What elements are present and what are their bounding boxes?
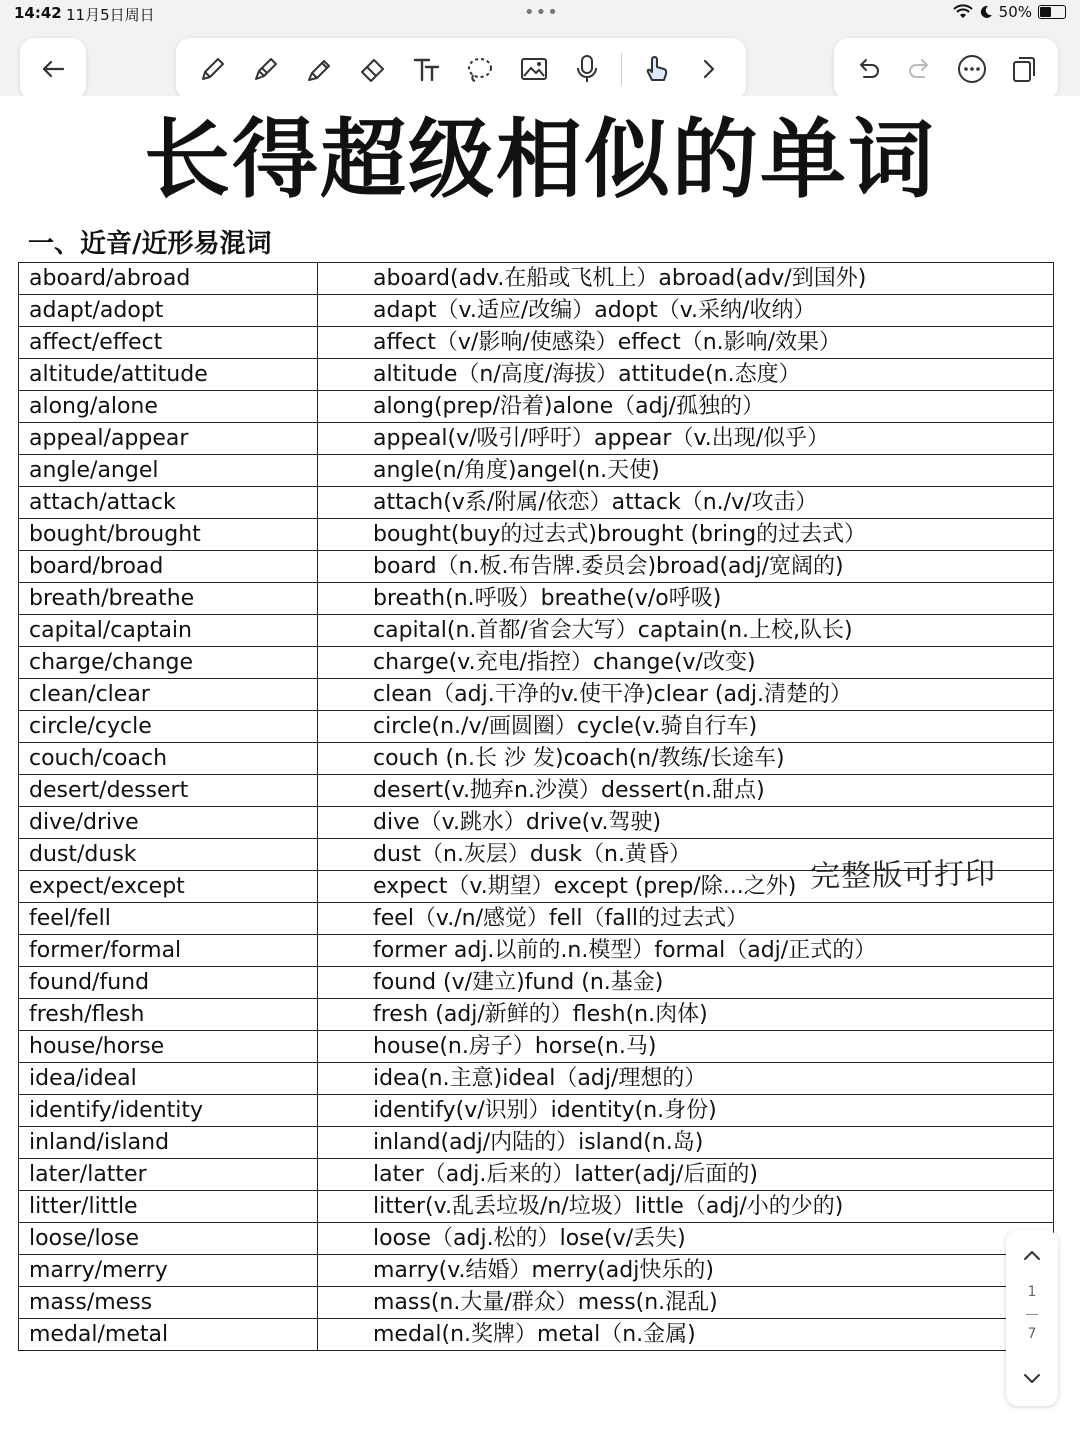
word-pair-cell: appeal/appear (19, 423, 318, 455)
image-tool[interactable] (514, 49, 554, 89)
definition-cell: altitude（n/高度/海拔）attitude(n.态度） (318, 359, 1054, 391)
word-pair-cell: dive/drive (19, 807, 318, 839)
definition-cell: charge(v.充电/指控）change(v/改变) (318, 647, 1054, 679)
table-row (19, 903, 1054, 935)
chevron-right-icon (693, 53, 725, 85)
definition-cell: desert(v.抛弃n.沙漠）dessert(n.甜点) (318, 775, 1054, 807)
definition-cell: clean（adj.干净的v.使干净)clear (adj.清楚的） (318, 679, 1054, 711)
word-pair-cell: bought/brought (19, 519, 318, 551)
table-row (19, 1127, 1054, 1159)
table-row (19, 391, 1054, 423)
eraser-icon (357, 53, 389, 85)
definition-cell: house(n.房子）horse(n.马) (318, 1031, 1054, 1063)
word-pair-cell: later/latter (19, 1159, 318, 1191)
definition-cell: fresh (adj/新鲜的）flesh(n.肉体) (318, 999, 1054, 1031)
word-pair-cell: desert/dessert (19, 775, 318, 807)
table-row (19, 1095, 1054, 1127)
eraser-tool[interactable] (353, 49, 393, 89)
table-row (19, 615, 1054, 647)
redo-button[interactable] (900, 49, 940, 89)
battery-icon (1038, 5, 1066, 19)
multitasking-dots-icon[interactable]: ••• (524, 2, 559, 23)
tool-palette (176, 38, 746, 100)
table-row (19, 327, 1054, 359)
table-row (19, 1255, 1054, 1287)
definition-cell: circle(n./v/画圆圈）cycle(v.骑自行车) (318, 711, 1054, 743)
word-pair-cell: former/formal (19, 935, 318, 967)
definition-cell: board（n.板.布告牌.委员会)broad(adj/宽阔的) (318, 551, 1054, 583)
word-pair-cell: circle/cycle (19, 711, 318, 743)
definition-cell: feel（v./n/感觉）fell（fall的过去式） (318, 903, 1054, 935)
redo-icon (904, 53, 936, 85)
moon-icon (979, 5, 993, 19)
definition-cell: medal(n.奖牌）metal（n.金属) (318, 1319, 1054, 1351)
word-pair-cell: mass/mess (19, 1287, 318, 1319)
microphone-icon (571, 53, 603, 85)
word-pair-cell: altitude/attitude (19, 359, 318, 391)
table-row (19, 999, 1054, 1031)
fountain-pen-tool[interactable] (246, 49, 286, 89)
toolbar-separator (621, 53, 622, 85)
table-row (19, 743, 1054, 775)
more-tools-button[interactable] (689, 49, 729, 89)
arrow-left-icon (38, 54, 68, 84)
definition-cell: idea(n.主意)ideal（adj/理想的） (318, 1063, 1054, 1095)
table-row (19, 647, 1054, 679)
definition-cell: affect（v/影响/使感染）effect（n.影响/效果） (318, 327, 1054, 359)
word-pair-cell: adapt/adopt (19, 295, 318, 327)
word-pair-cell: attach/attack (19, 487, 318, 519)
table-row (19, 1287, 1054, 1319)
definition-cell: dive（v.跳水）drive(v.驾驶) (318, 807, 1054, 839)
word-pair-cell: along/alone (19, 391, 318, 423)
table-row (19, 263, 1054, 295)
table-row (19, 295, 1054, 327)
word-pair-cell: breath/breathe (19, 583, 318, 615)
more-button[interactable] (952, 49, 992, 89)
word-pair-cell: dust/dusk (19, 839, 318, 871)
chevron-up-icon[interactable] (1020, 1244, 1044, 1268)
word-pair-cell: medal/metal (19, 1319, 318, 1351)
table-row (19, 1031, 1054, 1063)
definition-cell: inland(adj/内陆的）island(n.岛) (318, 1127, 1054, 1159)
word-pair-cell: couch/coach (19, 743, 318, 775)
word-table (18, 262, 1054, 1351)
highlighter-tool[interactable] (300, 49, 340, 89)
battery-percent: 50% (998, 3, 1032, 21)
table-row (19, 1159, 1054, 1191)
word-pair-cell: clean/clear (19, 679, 318, 711)
table-row (19, 551, 1054, 583)
section-heading: 一、近音/近形易混词 (28, 229, 272, 259)
table-row (19, 967, 1054, 999)
lasso-tool[interactable] (460, 49, 500, 89)
text-tool[interactable] (407, 49, 447, 89)
word-pair-cell: charge/change (19, 647, 318, 679)
table-row (19, 1191, 1054, 1223)
word-pair-cell: house/horse (19, 1031, 318, 1063)
word-pair-cell: inland/island (19, 1127, 318, 1159)
definition-cell: mass(n.大量/群众）mess(n.混乱) (318, 1287, 1054, 1319)
pen-icon (197, 53, 229, 85)
microphone-tool[interactable] (567, 49, 607, 89)
chevron-down-icon[interactable] (1020, 1366, 1044, 1390)
text-tool-icon (411, 53, 443, 85)
word-pair-cell: litter/little (19, 1191, 318, 1223)
pager-divider (1026, 1314, 1038, 1315)
definition-cell: breath(n.呼吸）breathe(v/o呼吸) (318, 583, 1054, 615)
wifi-icon (953, 4, 973, 20)
undo-icon (852, 53, 884, 85)
undo-button[interactable] (848, 49, 888, 89)
highlighter-icon (304, 53, 336, 85)
definition-cell: dust（n.灰层）dusk（n.黄昏） (318, 839, 1054, 871)
word-pair-cell: aboard/abroad (19, 263, 318, 295)
definition-cell: couch (n.长 沙 发)coach(n/教练/长途车) (318, 743, 1054, 775)
back-button[interactable] (20, 38, 86, 100)
word-pair-cell: expect/except (19, 871, 318, 903)
pages-icon (1008, 53, 1040, 85)
definition-cell: expect（v.期望）except (prep/除...之外) (318, 871, 1054, 903)
table-row (19, 423, 1054, 455)
word-pair-cell: angle/angel (19, 455, 318, 487)
table-row (19, 519, 1054, 551)
table-row (19, 1063, 1054, 1095)
table-row (19, 935, 1054, 967)
lasso-icon (464, 53, 496, 85)
definition-cell: bought(buy的过去式)brought (bring的过去式） (318, 519, 1054, 551)
definition-cell: found (v/建立)fund (n.基金) (318, 967, 1054, 999)
word-pair-cell: idea/ideal (19, 1063, 318, 1095)
definition-cell: attach(v系/附属/依恋）attack（n./v/攻击） (318, 487, 1054, 519)
definition-cell: loose（adj.松的）lose(v/丢失) (318, 1223, 1054, 1255)
status-time: 14:42 (14, 4, 62, 22)
definition-cell: along(prep/沿着)alone（adj/孤独的） (318, 391, 1054, 423)
touch-tool[interactable] (636, 49, 676, 89)
definition-cell: angle(n/角度)angel(n.天使) (318, 455, 1054, 487)
table-row (19, 359, 1054, 391)
table-row (19, 679, 1054, 711)
word-pair-cell: found/fund (19, 967, 318, 999)
fountain-pen-icon (250, 53, 282, 85)
table-row (19, 1223, 1054, 1255)
word-pair-cell: capital/captain (19, 615, 318, 647)
definition-cell: aboard(adv.在船或飞机上）abroad(adv/到国外) (318, 263, 1054, 295)
word-pair-cell: marry/merry (19, 1255, 318, 1287)
definition-cell: former adj.以前的.n.模型）formal（adj/正式的） (318, 935, 1054, 967)
word-pair-cell: board/broad (19, 551, 318, 583)
definition-cell: appeal(v/吸引/呼吁）appear（v.出现/似乎） (318, 423, 1054, 455)
word-pair-cell: feel/fell (19, 903, 318, 935)
pen-tool[interactable] (193, 49, 233, 89)
table-row (19, 775, 1054, 807)
definition-cell: capital(n.首都/省会大写）captain(n.上校,队长) (318, 615, 1054, 647)
image-icon (518, 53, 550, 85)
table-row (19, 487, 1054, 519)
status-bar (0, 0, 1080, 28)
more-icon (956, 53, 988, 85)
word-pair-cell: affect/effect (19, 327, 318, 359)
table-row (19, 711, 1054, 743)
table-row (19, 807, 1054, 839)
page-title: 长得超级相似的单词 (144, 110, 936, 210)
pages-button[interactable] (1004, 49, 1044, 89)
definition-cell: identify(v/识别）identity(n.身份) (318, 1095, 1054, 1127)
total-page-count: 7 (1027, 1326, 1037, 1342)
actions-palette (834, 38, 1058, 100)
touch-hand-icon (640, 53, 672, 85)
word-pair-cell: identify/identity (19, 1095, 318, 1127)
current-page-number: 1 (1027, 1284, 1037, 1300)
word-pair-cell: loose/lose (19, 1223, 318, 1255)
definition-cell: marry(v.结婚）merry(adj快乐的) (318, 1255, 1054, 1287)
definition-cell: later（adj.后来的）latter(adj/后面的) (318, 1159, 1054, 1191)
handwritten-note: 完整版可打印 (809, 856, 997, 895)
table-row (19, 1319, 1054, 1351)
word-pair-cell: fresh/flesh (19, 999, 318, 1031)
table-row (19, 455, 1054, 487)
page-navigator (1006, 1230, 1058, 1406)
status-indicators (953, 3, 1066, 21)
definition-cell: adapt（v.适应/改编）adopt（v.采纳/收纳） (318, 295, 1054, 327)
definition-cell: litter(v.乱丢垃圾/n/垃圾）little（adj/小的少的) (318, 1191, 1054, 1223)
table-row (19, 583, 1054, 615)
status-date: 11月5日周日 (66, 6, 155, 24)
